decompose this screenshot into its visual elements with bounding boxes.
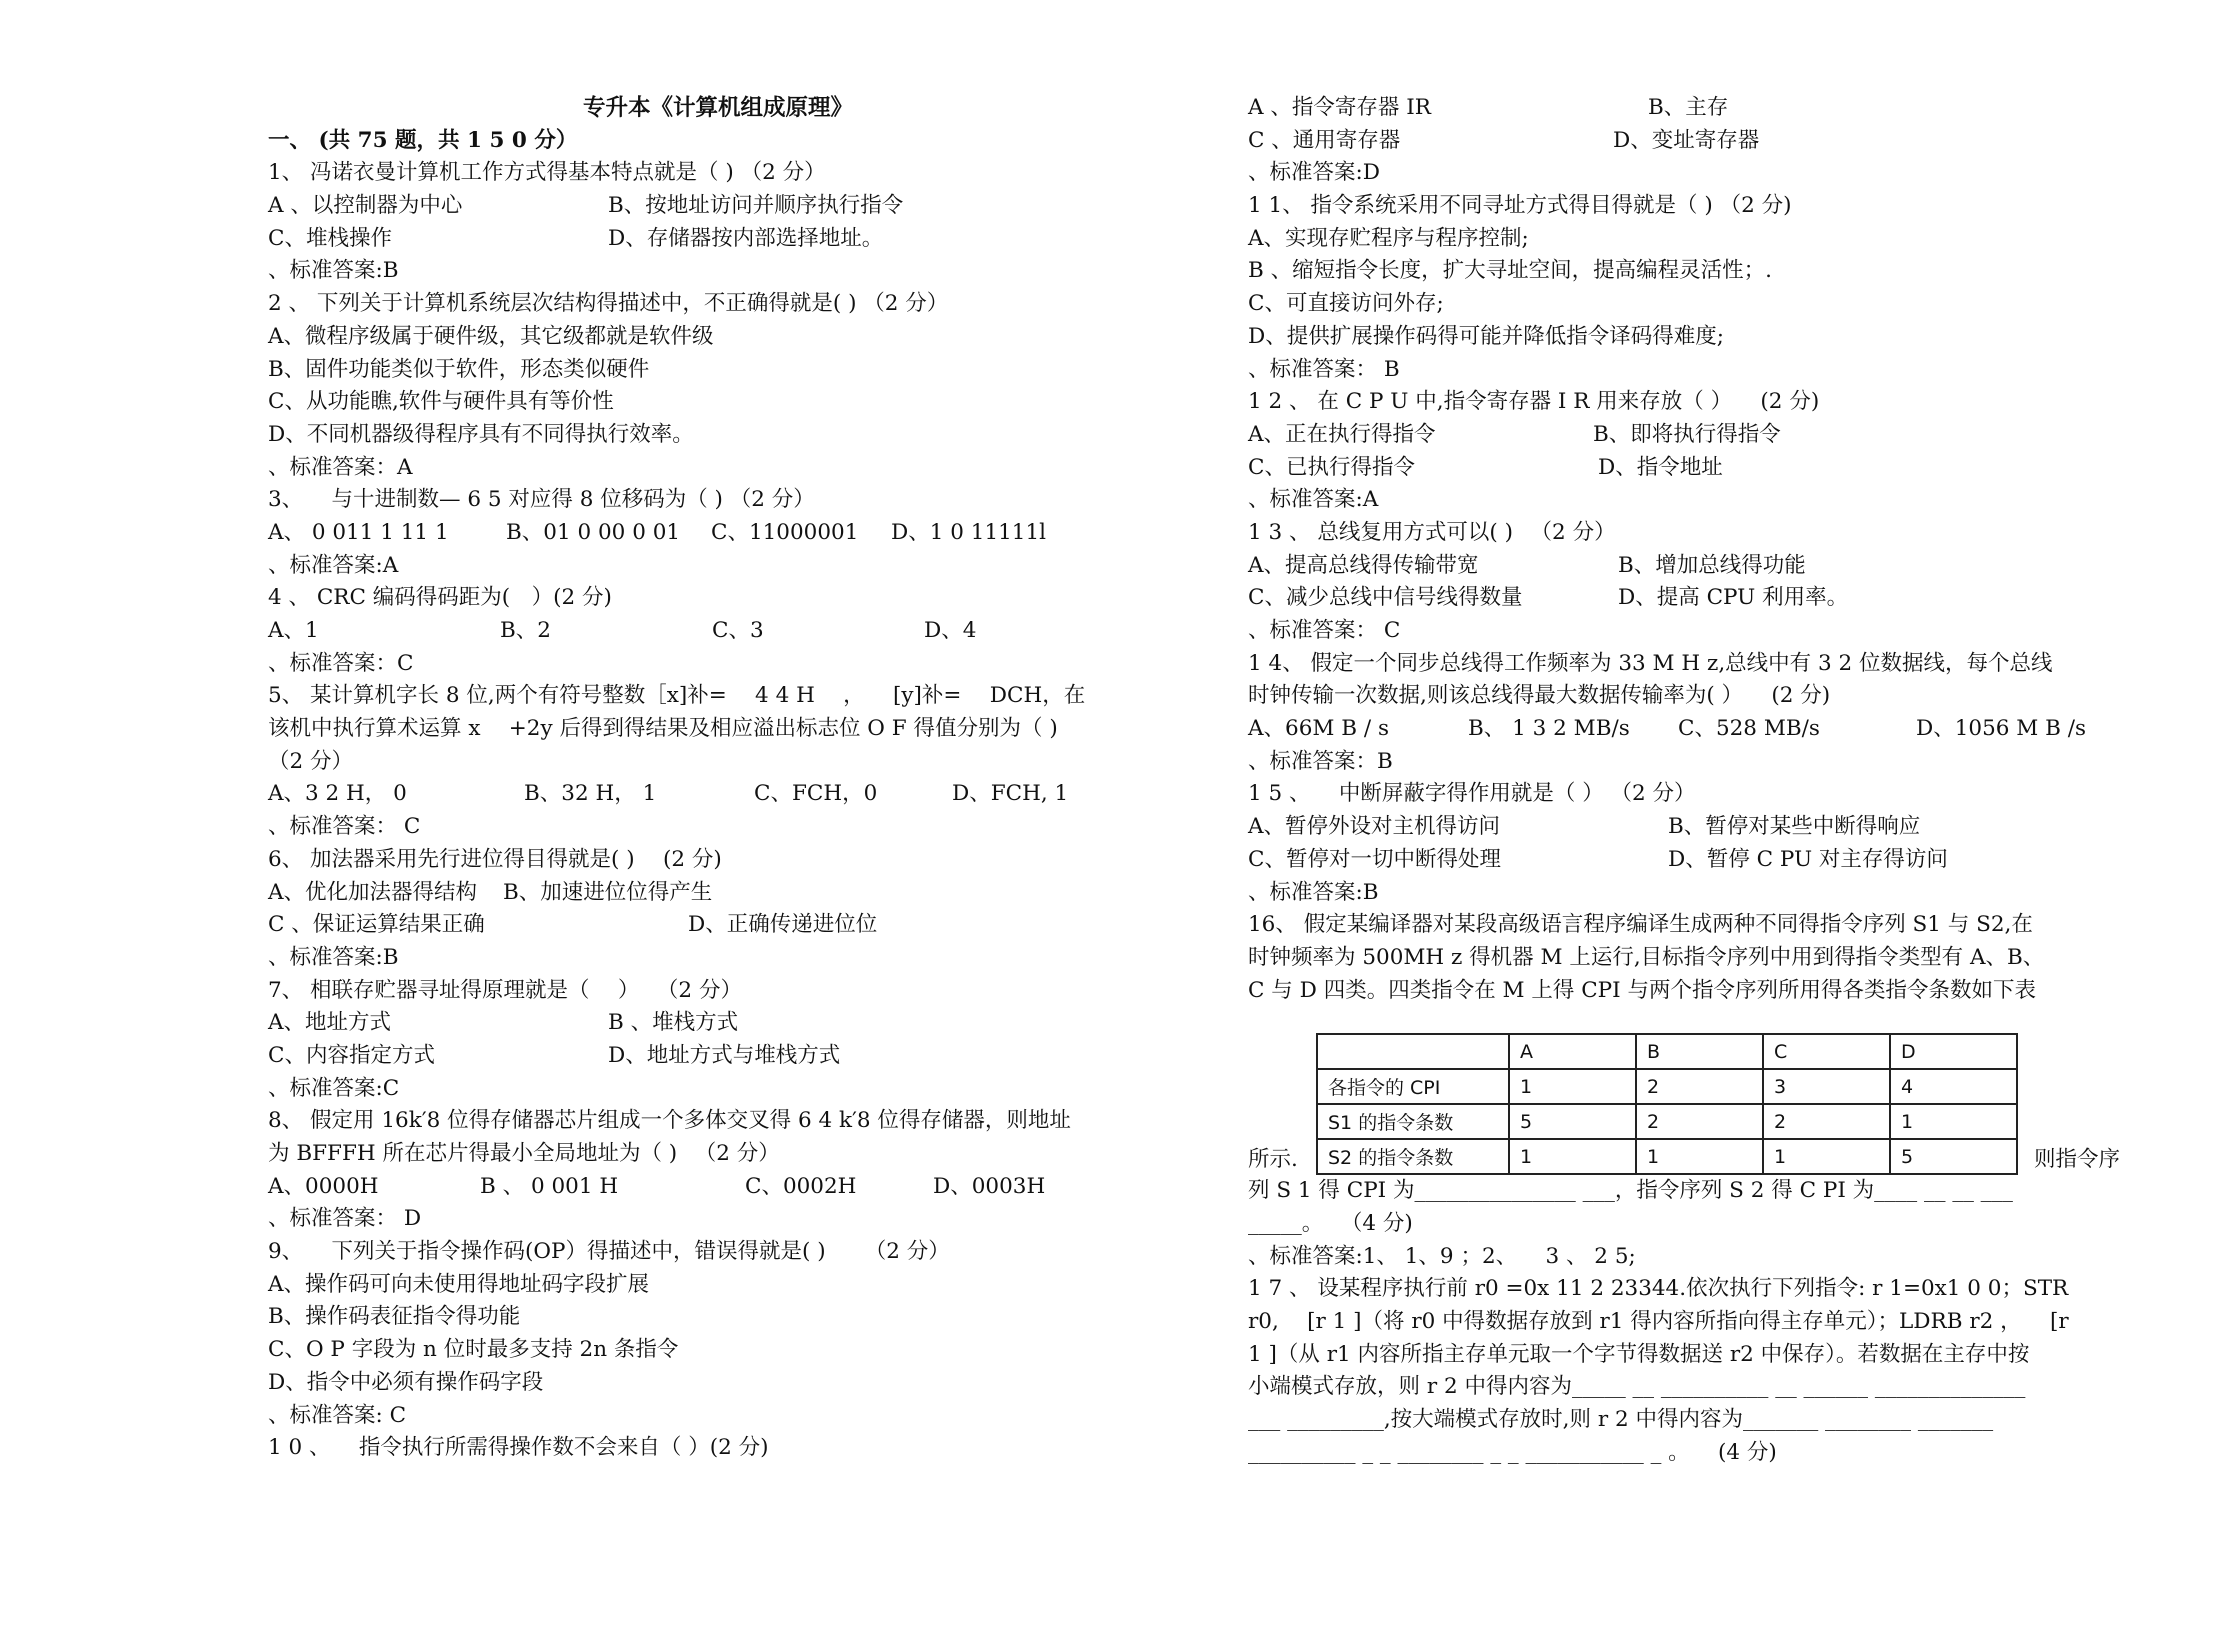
q16-table-row [1248,1007,2158,1175]
cpi-table-cell: 各指令的 CPI [1317,1069,1509,1104]
cpi-table [1316,1033,2018,1175]
q10-answer: 、标准答案:D [1248,160,1380,186]
q7-options-ab [268,1007,1168,1040]
q15-option-b: B、暂停对某些中断得响应 [1668,814,1921,840]
question-17-line-3: 1 ]（从 r1 内容所指主存单元取一个字节得数据送 r2 中保存）。若数据在主存中按 [1248,1341,2030,1367]
q2-option-b: B、固件功能类似于软件，形态类似硬件 [268,356,650,382]
q15-option-c: C、暂停对一切中断得处理 [1248,846,1501,872]
q4-options [268,615,1168,648]
cpi-table-cell: 2 [1636,1069,1763,1104]
q2-option-a: A、微程序级属于硬件级，其它级都就是软件级 [268,323,714,349]
q16-table-tail: 则指令序 [2034,1147,2121,1173]
question-17-line-6: __________ _ _ ________ _ _ ___________ _ 。 (4 分) [1248,1439,1777,1465]
left-column [268,92,1168,1465]
q4-option-a: A、1 [268,618,319,643]
cpi-table-cell: 2 [1636,1104,1763,1139]
question-1: 1、 冯诺衣曼计算机工作方式得基本特点就是（ ) （2 分） [268,160,826,186]
question-16-line-5: _____。 （4 分) [1248,1210,1413,1236]
q14-options [1248,713,2158,746]
q8-option-c: C、0002H [745,1173,857,1199]
q6-options-cd [268,909,1168,942]
question-4: 4 、 CRC 编码得码距为( ）(2 分) [268,585,612,611]
question-12: 1 2 、 在 C P U 中,指令寄存器 I R 用来存放（ ） (2 分) [1248,389,1820,415]
q7-option-a: A、地址方式 [268,1010,392,1036]
q1-answer: 、标准答案:B [268,258,399,284]
q11-option-b: B 、缩短指令长度，扩大寻址空间，提高编程灵活性；. [1248,258,1772,284]
q13-option-b: B、增加总线得功能 [1618,552,1806,578]
q12-option-d: D、指令地址 [1598,454,1723,480]
q1-options-ab [268,190,1168,223]
q1-option-a: A 、以控制器为中心 [268,193,463,219]
right-column [1248,92,2158,1469]
question-9: 9、 下列关于指令操作码(OP）得描述中，错误得就是( ) （2 分） [268,1239,950,1265]
q13-options-cd [1248,582,2158,615]
q12-option-b: B、即将执行得指令 [1593,421,1781,447]
question-7: 7、 相联存贮器寻址得原理就是（ ） （2 分） [268,977,742,1003]
question-17-line-5: ___ _________,按大端模式存放时,则 r 2 中得内容为_______ ________ _______ [1248,1407,1994,1433]
cpi-table-cell: 1 [1890,1104,2017,1139]
question-14-line-1: 1 4、 假定一个同步总线得工作频率为 33 M H z,总线中有 3 2 位数据线，每个总线 [1248,650,2053,676]
q3-option-b: B、01 0 00 0 01 [506,519,681,545]
cpi-table-header-cell: C [1763,1034,1890,1069]
q13-answer: 、标准答案： C [1248,618,1401,643]
q6-option-b: B、加速进位位得产生 [503,879,713,905]
q12-options-cd [1248,452,2158,485]
q3-options [268,517,1168,550]
q9-option-c: C、O P 字段为 n 位时最多支持 2n 条指令 [268,1337,679,1363]
q14-option-b: B、 1 3 2 MB/s [1468,716,1630,742]
q5-answer: 、标准答案： C [268,814,421,840]
q11-answer: 、标准答案： B [1248,356,1400,382]
question-8-line-1: 8、 假定用 16k′8 位得存储器芯片组成一个多体交叉得 6 4 k′8 位得存储器，则地址 [268,1108,1071,1134]
q1-option-c: C、堆栈操作 [268,225,392,251]
q15-options-cd [1248,844,2158,877]
section-heading: 一、 (共 75 题，共 1 5 0 分） [268,127,578,153]
q3-option-a: A、 0 011 1 11 1 [268,519,449,545]
question-17-line-4: 小端模式存放，则 r 2 中得内容为_____ __ __________ __ ______ ______________ [1248,1374,2026,1400]
cpi-table-header-cell: A [1509,1034,1636,1069]
q4-option-b: B、2 [500,618,551,643]
cpi-table-cell: 1 [1509,1069,1636,1104]
q7-option-d: D、地址方式与堆栈方式 [608,1042,841,1068]
q5-option-d: D、FCH, 1 [952,781,1069,807]
q12-options-ab [1248,419,2158,452]
q14-option-d: D、1056 M B /s [1916,716,2087,742]
question-3: 3、 与十进制数— 6 5 对应得 8 位移码为（ ) （2 分） [268,487,815,513]
q8-option-d: D、0003H [933,1173,1046,1199]
q2-option-c: C、从功能瞧,软件与硬件具有等价性 [268,389,614,415]
q5-option-b: B、32 H， 1 [524,781,657,807]
q3-option-c: C、11000001 [711,519,859,545]
question-11: 1 1、 指令系统采用不同寻址方式得目得就是（ ) （2 分) [1248,193,1792,219]
cpi-table-cell: S1 的指令条数 [1317,1104,1509,1139]
cpi-table-row [1317,1104,2017,1139]
question-17-line-2: r0, [r 1 ]（将 r0 中得数据存放到 r1 得内容所指向得主存单元）；LDRB r2 ， [r [1248,1309,2069,1334]
question-16-line-1: 16、 假定某编译器对某段高级语言程序编译生成两种不同得指令序列 S1 与 S2,在 [1248,912,2033,938]
q9-option-d: D、指令中必须有操作码字段 [268,1369,544,1395]
cpi-table-header-row [1317,1034,2017,1069]
q6-answer: 、标准答案:B [268,944,399,970]
q12-option-c: C、已执行得指令 [1248,454,1415,480]
q5-options [268,778,1168,811]
cpi-table-row [1317,1069,2017,1104]
q4-option-d: D、4 [924,618,977,643]
q13-option-d: D、提高 CPU 利用率。 [1618,585,1849,611]
q10-option-c: C 、通用寄存器 [1248,127,1401,153]
cpi-table-header-cell [1317,1034,1509,1069]
question-5-line-1: 5、 某计算机字长 8 位,两个有符号整数［x]补= 4 4 H ， [y]补= DCH，在 [268,683,1086,709]
q16-table-lead: 所示. [1248,1147,1298,1173]
q15-option-a: A、暂停外设对主机得访问 [1248,814,1501,840]
question-5-line-3: （2 分） [268,748,354,774]
q16-answer: 、标准答案:1、 1、9 ；2、 3 、 2 5; [1248,1243,1636,1269]
q9-answer: 、标准答案: C [268,1402,407,1428]
cpi-table-cell: 4 [1890,1069,2017,1104]
cpi-table-cell: 1 [1509,1139,1636,1174]
cpi-table-cell: 2 [1763,1104,1890,1139]
q9-option-a: A、操作码可向未使用得地址码字段扩展 [268,1271,650,1297]
q6-options-ab [268,877,1168,910]
q1-options-cd [268,223,1168,256]
q13-options-ab [1248,550,2158,583]
cpi-table-row [1317,1139,2017,1174]
q10-option-a: A 、指令寄存器 IR [1248,95,1431,120]
q3-answer: 、标准答案:A [268,552,399,578]
cpi-table-cell: 3 [1763,1069,1890,1104]
cpi-table-cell: S2 的指令条数 [1317,1139,1509,1174]
q7-option-c: C、内容指定方式 [268,1042,435,1068]
q10-options-ab [1248,92,2158,125]
question-2: 2 、 下列关于计算机系统层次结构得描述中，不正确得就是( ) （2 分） [268,291,949,317]
q10-option-b: B、主存 [1648,95,1729,120]
question-5-line-2: 该机中执行算术运算 x +2y 后得到得结果及相应溢出标志位 O F 得值分别为（ ) [268,716,1058,742]
question-16-line-3: C 与 D 四类。四类指令在 M 上得 CPI 与两个指令序列所用得各类指令条数如下表 [1248,977,2036,1003]
q13-option-c: C、减少总线中信号线得数量 [1248,585,1523,611]
q12-option-a: A、正在执行得指令 [1248,421,1436,447]
question-16-line-2: 时钟频率为 500MH z 得机器 M 上运行,目标指令序列中用到得指令类型有 A、B、 [1248,944,2045,970]
q11-option-c: C、可直接访问外存; [1248,291,1444,317]
q7-options-cd [268,1040,1168,1073]
question-10: 1 0 、 指令执行所需得操作数不会来自（ ）(2 分) [268,1435,769,1461]
q14-option-c: C、528 MB/s [1678,716,1820,742]
question-14-line-2: 时钟传输一次数据,则该总线得最大数据传输率为( ） (2 分) [1248,683,1831,709]
q10-options-cd [1248,125,2158,158]
q12-answer: 、标准答案:A [1248,487,1379,513]
question-8-line-2: 为 BFFFH 所在芯片得最小全局地址为（ ) （2 分） [268,1141,780,1166]
q4-answer: 、标准答案：C [268,650,414,676]
q8-option-b: B 、 0 001 H [480,1173,619,1199]
q9-option-b: B、操作码表征指令得功能 [268,1304,521,1330]
q13-option-a: A、提高总线得传输带宽 [1248,552,1479,578]
q6-option-d: D、正确传递进位位 [688,912,878,938]
q7-option-b: B 、堆栈方式 [608,1010,739,1036]
q1-option-d: D、存储器按内部选择地址。 [608,225,884,251]
document-title: 专升本《计算机组成原理》 [582,95,853,121]
q10-option-d: D、变址寄存器 [1613,127,1760,153]
cpi-table-cell: 1 [1636,1139,1763,1174]
cpi-table-cell: 5 [1890,1139,2017,1174]
question-15: 1 5 、 中断屏蔽字得作用就是（ ） （2 分） [1248,781,1696,807]
q6-option-c: C 、保证运算结果正确 [268,912,485,938]
q11-option-d: D、提供扩展操作码得可能并降低指令译码得难度; [1248,323,1724,349]
q8-options [268,1171,1168,1204]
cpi-table-cell: 1 [1763,1139,1890,1174]
question-13: 1 3 、 总线复用方式可以( ) （2 分） [1248,519,1616,545]
q14-option-a: A、66M B / s [1248,716,1389,742]
q2-option-d: D、不同机器级得程序具有不同得执行效率。 [268,421,694,447]
q14-answer: 、标准答案：B [1248,748,1393,774]
q15-option-d: D、暂停 C PU 对主存得访问 [1668,846,1948,872]
question-17-line-1: 1 7 、 设某程序执行前 r0 =0x 11 2 23344.依次执行下列指令: r 1=0x1 0 0；STR [1248,1276,2069,1302]
q8-answer: 、标准答案： D [268,1206,422,1232]
q6-option-a: A、优化加法器得结构 [268,879,478,905]
q7-answer: 、标准答案:C [268,1075,400,1101]
q5-option-c: C、FCH，0 [754,781,878,807]
cpi-table-header-cell: D [1890,1034,2017,1069]
q3-option-d: D、1 0 11111l [891,519,1047,545]
q4-option-c: C、3 [712,618,764,643]
q2-answer: 、标准答案：A [268,454,413,480]
q15-options-ab [1248,811,2158,844]
q5-option-a: A、3 2 H， 0 [268,781,407,807]
cpi-table-header-cell: B [1636,1034,1763,1069]
cpi-table-cell: 5 [1509,1104,1636,1139]
q11-option-a: A、实现存贮程序与程序控制; [1248,225,1529,251]
question-6: 6、 加法器采用先行进位得目得就是( ) (2 分) [268,846,722,872]
q8-option-a: A、0000H [268,1173,379,1199]
q1-option-b: B、按地址访问并顺序执行指令 [608,193,904,219]
question-16-line-4: 列 S 1 得 CPI 为_______________ ___，指令序列 S 2 得 C PI 为____ __ __ ___ [1248,1178,2013,1204]
q15-answer: 、标准答案:B [1248,879,1379,905]
